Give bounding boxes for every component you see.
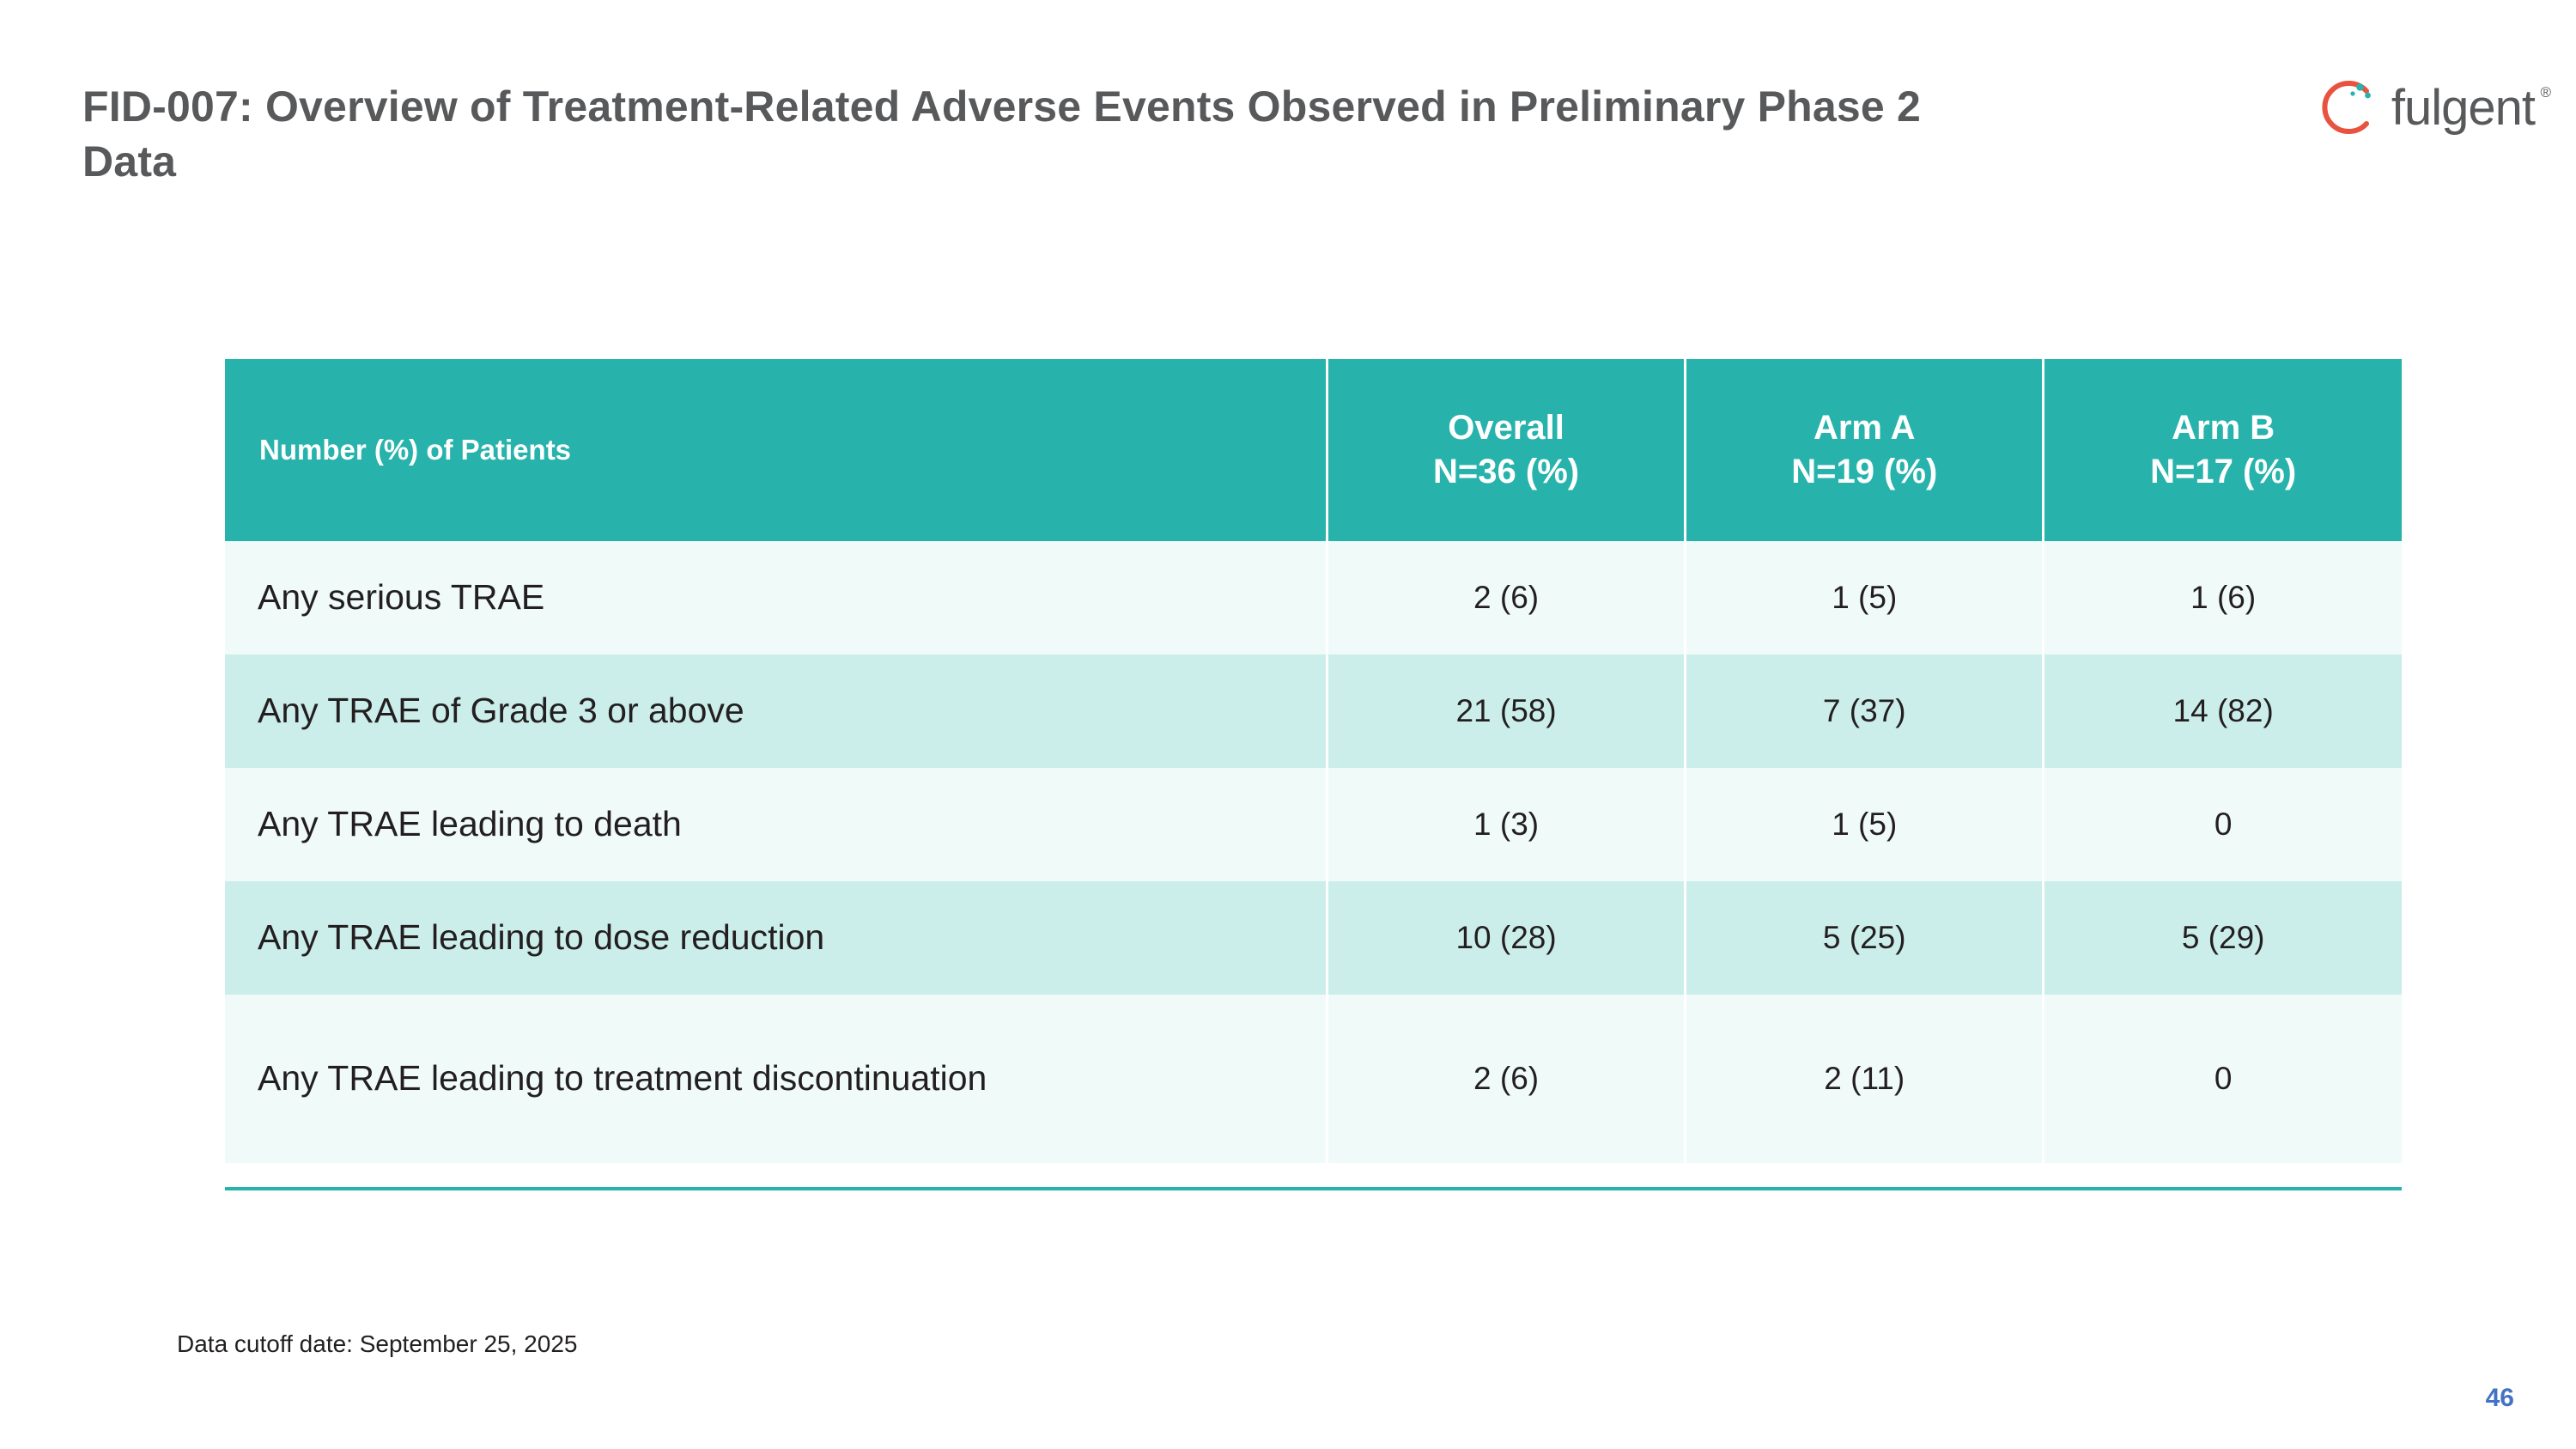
row-label: Any TRAE leading to dose reduction <box>225 881 1327 995</box>
fulgent-logo <box>2312 74 2550 141</box>
column-header-arm-b-n: N=17 (%) <box>2150 453 2297 490</box>
page-title: FID-007: Overview of Treatment-Related Adverse Events Observed in Preliminary Phase 2 Data <box>82 82 1921 186</box>
table-bottom-rule <box>225 1187 2402 1190</box>
data-cutoff-footnote: Data cutoff date: September 25, 2025 <box>177 1330 578 1357</box>
cell-arm-a: 7 (37) <box>1686 654 2044 768</box>
page-number: 46 <box>2485 1384 2514 1412</box>
table-row <box>225 654 2402 768</box>
cell-overall: 21 (58) <box>1327 654 1686 768</box>
cell-arm-b: 14 (82) <box>2044 654 2402 768</box>
table-body <box>225 541 2402 1163</box>
column-header-arm-a-label: Arm A <box>1813 408 1916 447</box>
table-header <box>225 359 2402 541</box>
column-header-arm-b <box>2044 359 2402 541</box>
cell-arm-b: 0 <box>2044 995 2402 1163</box>
row-label: Any TRAE leading to death <box>225 768 1327 881</box>
column-header-patients: Number (%) of Patients <box>225 359 1327 541</box>
cell-arm-a: 2 (11) <box>1686 995 2044 1163</box>
table-row <box>225 541 2402 654</box>
cell-overall: 2 (6) <box>1327 995 1686 1163</box>
fulgent-wordmark-text: fulgent <box>2391 79 2535 136</box>
column-header-overall <box>1327 359 1686 541</box>
column-header-arm-a-n: N=19 (%) <box>1791 453 1938 490</box>
cell-overall: 10 (28) <box>1327 881 1686 995</box>
cell-arm-a: 5 (25) <box>1686 881 2044 995</box>
table-row <box>225 881 2402 995</box>
registered-mark: ® <box>2540 83 2550 100</box>
cell-arm-a: 1 (5) <box>1686 541 2044 654</box>
cell-arm-b: 1 (6) <box>2044 541 2402 654</box>
column-header-overall-label: Overall <box>1448 408 1564 447</box>
column-header-overall-n: N=36 (%) <box>1433 453 1580 490</box>
row-label: Any serious TRAE <box>225 541 1327 654</box>
cell-arm-b: 0 <box>2044 768 2402 881</box>
cell-overall: 1 (3) <box>1327 768 1686 881</box>
table-row <box>225 995 2402 1163</box>
table-header-row <box>225 359 2402 541</box>
cell-arm-a: 1 (5) <box>1686 768 2044 881</box>
adverse-events-table <box>225 359 2402 1163</box>
row-label: Any TRAE leading to treatment discontinuation <box>225 995 1327 1163</box>
column-header-arm-a <box>1686 359 2044 541</box>
fulgent-wordmark <box>2391 79 2550 137</box>
fulgent-logo-mark-icon <box>2312 74 2379 141</box>
adverse-events-table-wrap <box>225 359 2402 1163</box>
cell-overall: 2 (6) <box>1327 541 1686 654</box>
column-header-arm-b-label: Arm B <box>2172 408 2275 447</box>
table-row <box>225 768 2402 881</box>
row-label: Any TRAE of Grade 3 or above <box>225 654 1327 768</box>
cell-arm-b: 5 (29) <box>2044 881 2402 995</box>
